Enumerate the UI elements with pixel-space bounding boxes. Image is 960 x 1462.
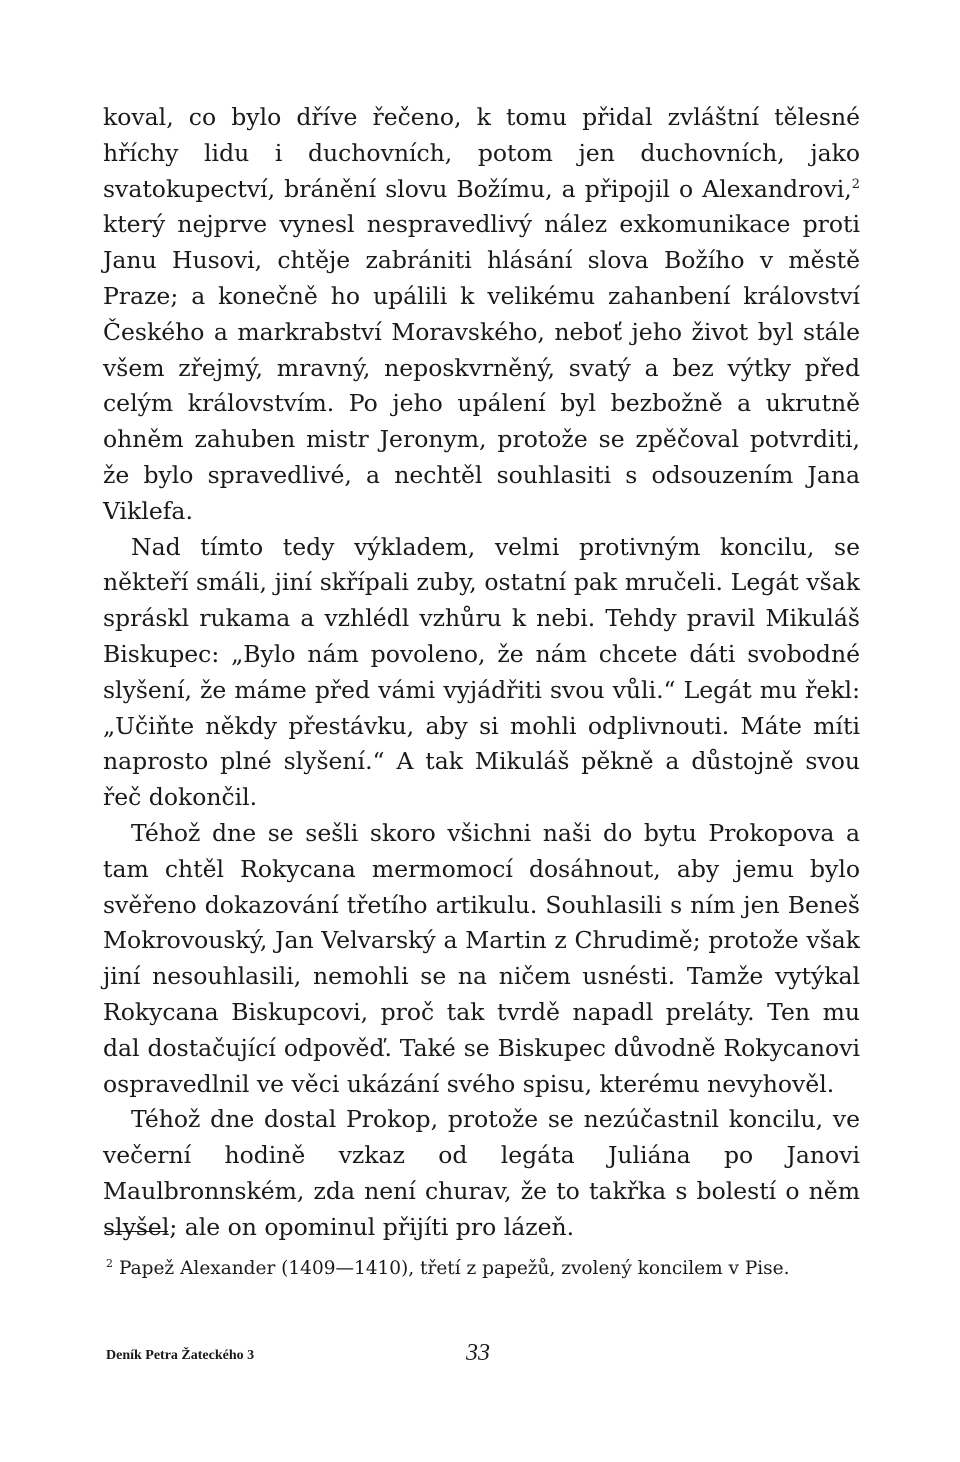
paragraph-4: Téhož dne dostal Prokop, protože se nezúčastnil koncilu, ve večerní hodině vzkaz od legáta Juliána po Janovi Maulbronnském, zda není churav, že to takřka s bolestí o něm slyšel; ale on opominul přijíti pro lázeň. — [103, 1105, 860, 1241]
footnote-text: Papež Alexander (1409—1410), třetí z papežů, zvolený koncilem v Pise. — [119, 1258, 790, 1279]
paragraph-1-continuation: který nejprve vynesl nespravedlivý nález exkomunikace proti Janu Husovi, chtěje zabrániti hlásání slova Božího v městě Praze; a konečně ho upálili k velikému zahanbení království Českého a markrabství Moravského, neboť jeho život byl stále všem zřejmý, mravný, neposkvrněný, svatý a bez výtky před celým královstvím. Po jeho upálení byl bezbožně a ukrutně ohněm zahuben mistr Jeronym, protože se zpěčoval potvrditi, že bylo spravedlivé, a nechtěl souhlasiti s odsouzením Jana Viklefa. — [103, 210, 860, 525]
page-body — [103, 100, 860, 1246]
paragraph-3: Téhož dne se sešli skoro všichni naši do bytu Prokopova a tam chtěl Rokycana mermomocí dosáhnout, aby jemu bylo svěřeno dokazování třetího artikulu. Souhlasili s ním jen Beneš Mokrovouský, Jan Velvarský a Martin z Chrudimě; protože však jiní nesouhlasili, nemohli se na ničem usnésti. Tamže vytýkal Rokycana Biskupcovi, proč tak tvrdě napadl preláty. Ten mu dal dostačující odpověď. Také se Biskupec důvodně Rokycanovi ospravedlnil ve věci ukázání svého spisu, kterému nevyhověl. — [103, 818, 860, 1098]
page-number: 33 — [466, 1340, 490, 1366]
paragraph-1 — [103, 100, 860, 530]
footnote — [106, 1254, 858, 1284]
running-head: Deník Petra Žateckého 3 — [106, 1348, 255, 1363]
footnote-divider — [106, 1231, 168, 1232]
footnote-mark: 2 — [106, 1256, 113, 1270]
paragraph-2: Nad tímto tedy výkladem, velmi protivným koncilu, se někteří smáli, jiní skřípali zuby, ostatní pak mručeli. Legát však spráskl rukama a vzhlédl vzhůru k nebi. Tehdy pravil Mikuláš Biskupec: „Bylo nám povoleno, že nám chcete dáti svobodné slyšení, že máme před vámi vyjádřiti svou vůli.“ Legát mu řekl: „Učiňte někdy přestávku, aby si mohli odplivnouti. Máte míti naprosto plné slyšení.“ A tak Mikuláš pěkně a důstojně svou řeč dokončil. — [103, 532, 860, 812]
footnote-reference: 2 — [851, 176, 860, 192]
paragraph-1-text: koval, co bylo dříve řečeno, k tomu přidal zvláštní tělesné hříchy lidu i duchovních, potom jen duchovních, jako svatokupectví, bránění slovu Božímu, a připojil o Alexandrovi, — [103, 103, 860, 203]
